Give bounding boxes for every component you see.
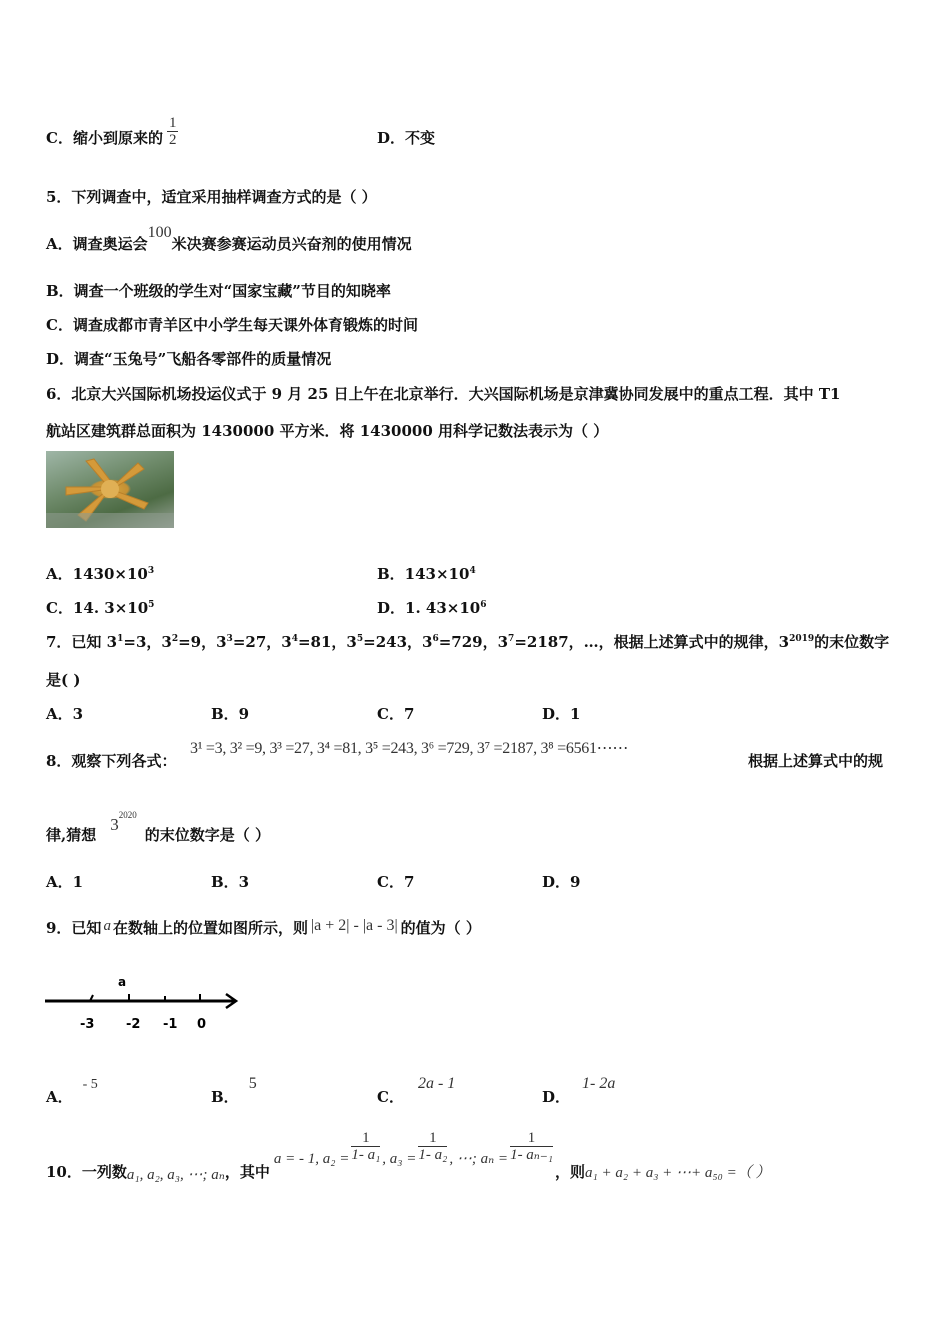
- q7-val: 的末位数字: [814, 633, 890, 651]
- q8-line2: [46, 810, 270, 845]
- q9-pre: 9．已知: [46, 919, 102, 937]
- q4-option-d: D．不变: [377, 129, 436, 147]
- q8-pre: 8．观察下列各式：: [46, 752, 177, 770]
- q10-then: ，则: [555, 1162, 586, 1181]
- q10-frac3-den: 1- aₙ₋₁: [510, 1147, 554, 1163]
- q9-mid: 在数轴上的位置如图所示，则: [112, 919, 308, 937]
- q7-exp: 2: [171, 634, 179, 644]
- q9-option-a: [46, 1077, 98, 1107]
- q9-var: a: [103, 918, 111, 934]
- q9-option-b-label: B．: [211, 1088, 239, 1106]
- q7-exp: 7: [508, 634, 515, 644]
- q7-val: =2187，…，根据上述算式中的规律，3: [514, 633, 790, 651]
- q8-option-d: D．9: [542, 873, 581, 891]
- q4-option-c-text: C．缩小到原来的: [46, 129, 163, 147]
- q6-option-b-exp: 4: [469, 566, 476, 576]
- q6-option-d: [377, 597, 486, 618]
- q10-frac3-num: 1: [510, 1130, 553, 1147]
- q6-line2: 航站区建筑群总面积为 1430000 平方米．将 1430000 用科学记数法表示为（ ）: [46, 422, 609, 440]
- axis-label: -2: [126, 1017, 141, 1032]
- q6-option-d-exp: 6: [480, 600, 487, 610]
- q9-option-d-label: D．: [542, 1088, 571, 1106]
- airport-starfish-icon: [46, 451, 174, 528]
- q7-exp: 1: [117, 634, 124, 644]
- axis-label: -1: [163, 1017, 178, 1032]
- q10-stem: [46, 1130, 771, 1183]
- q5-option-b: B．调查一个班级的学生对“国家宝藏”节目的知晓率: [46, 282, 391, 300]
- q10-mid: ，其中: [224, 1162, 270, 1181]
- q7-val: =3，3: [123, 633, 172, 651]
- q8-option-b: B．3: [211, 873, 250, 891]
- q7-option-c: C．7: [377, 705, 415, 723]
- q6-option-c: [46, 597, 154, 618]
- q10-frac1-den: 1- a₁: [351, 1147, 381, 1163]
- q6-option-b: [377, 563, 476, 584]
- q7-line1-pre: 7．已知 3: [46, 633, 118, 651]
- q9-expression: |a + 2| - |a - 3|: [310, 917, 398, 934]
- q10-sequence: a₁, a₂, a₃, ⋯; aₙ: [126, 1166, 225, 1183]
- q8-option-c: C．7: [377, 873, 415, 891]
- q9-option-c-label: C．: [377, 1088, 404, 1106]
- q4-option-c-fraction: [167, 115, 179, 148]
- q6-option-c-exp: 5: [148, 600, 155, 610]
- q6-option-a: [46, 563, 154, 584]
- q5-option-a-number: 100: [147, 224, 172, 241]
- q7-line1: [46, 631, 889, 652]
- q7-val: =81，3: [297, 633, 357, 651]
- q8-post: 根据上述算式中的规: [748, 752, 884, 770]
- q6-option-c-text: C．14. 3×10: [46, 599, 149, 617]
- q4-option-c: [46, 114, 178, 148]
- q10-fraction-1: [351, 1130, 380, 1163]
- q6-option-a-exp: 3: [147, 566, 155, 576]
- q9-option-d-value: 1- 2a: [582, 1075, 616, 1092]
- axis-point-label: a: [118, 975, 127, 989]
- q7-val: =9，3: [178, 633, 227, 651]
- q9-post: 的值为（ ）: [400, 919, 481, 937]
- axis-label: 0: [197, 1017, 207, 1032]
- q5-stem: 5．下列调查中，适宜采用抽样调查方式的是（ ）: [46, 188, 377, 206]
- airport-photo: [46, 451, 174, 528]
- q7-option-a: A．3: [46, 705, 84, 723]
- q8-option-a: A．1: [46, 873, 84, 891]
- q10-def-a1: a = - 1, a₂ =: [273, 1150, 350, 1167]
- q7-val: =729，3: [438, 633, 509, 651]
- q7-line2: 是( ): [46, 671, 81, 689]
- q10-pre: 10．一列数: [46, 1162, 127, 1181]
- q5-option-d: D．调查“玉兔号”飞船各零部件的质量情况: [46, 350, 332, 368]
- q7-exp: 4: [291, 634, 298, 644]
- q7-val: =27，3: [232, 633, 292, 651]
- q9-option-b: [211, 1075, 257, 1107]
- q7-exp: 2019: [789, 634, 815, 644]
- q7-exp: 3: [226, 634, 233, 644]
- q9-option-c: [377, 1075, 456, 1107]
- q10-an: , ⋯; aₙ =: [449, 1150, 509, 1167]
- q10-frac2-den: 1- a₂: [418, 1147, 448, 1163]
- q4-frac-den: 2: [168, 131, 177, 148]
- q9-option-a-value: - 5: [82, 1077, 98, 1092]
- q8-base: 3: [110, 815, 119, 834]
- q4-frac-num: 1: [168, 114, 177, 131]
- axis-label: -3: [80, 1017, 95, 1032]
- q7-exp: 6: [432, 634, 439, 644]
- q5-option-a: [46, 224, 412, 254]
- q7-exp: 5: [356, 634, 364, 644]
- q9-option-a-label: A．: [46, 1088, 73, 1106]
- number-line: [40, 970, 250, 1034]
- q9-option-b-value: 5: [248, 1075, 257, 1092]
- q8-exponent: 2020: [118, 810, 137, 820]
- q10-fraction-2: [418, 1130, 447, 1163]
- q6-option-b-text: B．143×10: [377, 565, 470, 583]
- q10-a3: , a₃ =: [382, 1150, 417, 1167]
- q6-option-d-text: D．1. 43×10: [377, 599, 481, 617]
- q8-formula: 3¹ =3, 3² =9, 3³ =27, 3⁴ =81, 3⁵ =243, 3⁶ =729, 3⁷ =2187, 3⁸ =6561⋯⋯: [190, 740, 629, 757]
- q5-option-a-post: 米决赛参赛运动员兴奋剂的使用情况: [171, 235, 412, 253]
- q10-frac2-num: 1: [418, 1130, 447, 1147]
- q9-option-c-value: 2a - 1: [417, 1075, 456, 1092]
- q10-frac1-num: 1: [351, 1130, 380, 1147]
- q7-val: =243，3: [363, 633, 433, 651]
- q5-option-a-pre: A．调查奥运会: [46, 235, 148, 253]
- q7-option-b: B．9: [211, 705, 250, 723]
- q9-stem: [46, 917, 481, 938]
- q7-option-d: D．1: [542, 705, 581, 723]
- q6-option-a-text: A．1430×10: [46, 565, 148, 583]
- q8-line2-post: 的末位数字是（ ）: [144, 826, 270, 844]
- q10-sum: a₁ + a₂ + a₃ + ⋯+ a₅₀ =（ ）: [585, 1164, 771, 1181]
- q5-option-c: C．调查成都市青羊区中小学生每天课外体育锻炼的时间: [46, 316, 418, 334]
- q10-fraction-3: [510, 1130, 553, 1163]
- q6-line1: 6．北京大兴国际机场投运仪式于 9 月 25 日上午在北京举行．大兴国际机场是京津冀协同发展中的重点工程．其中 T1: [46, 385, 841, 403]
- q8-line2-pre: 律,猜想: [46, 826, 97, 844]
- q9-option-d: [542, 1075, 616, 1107]
